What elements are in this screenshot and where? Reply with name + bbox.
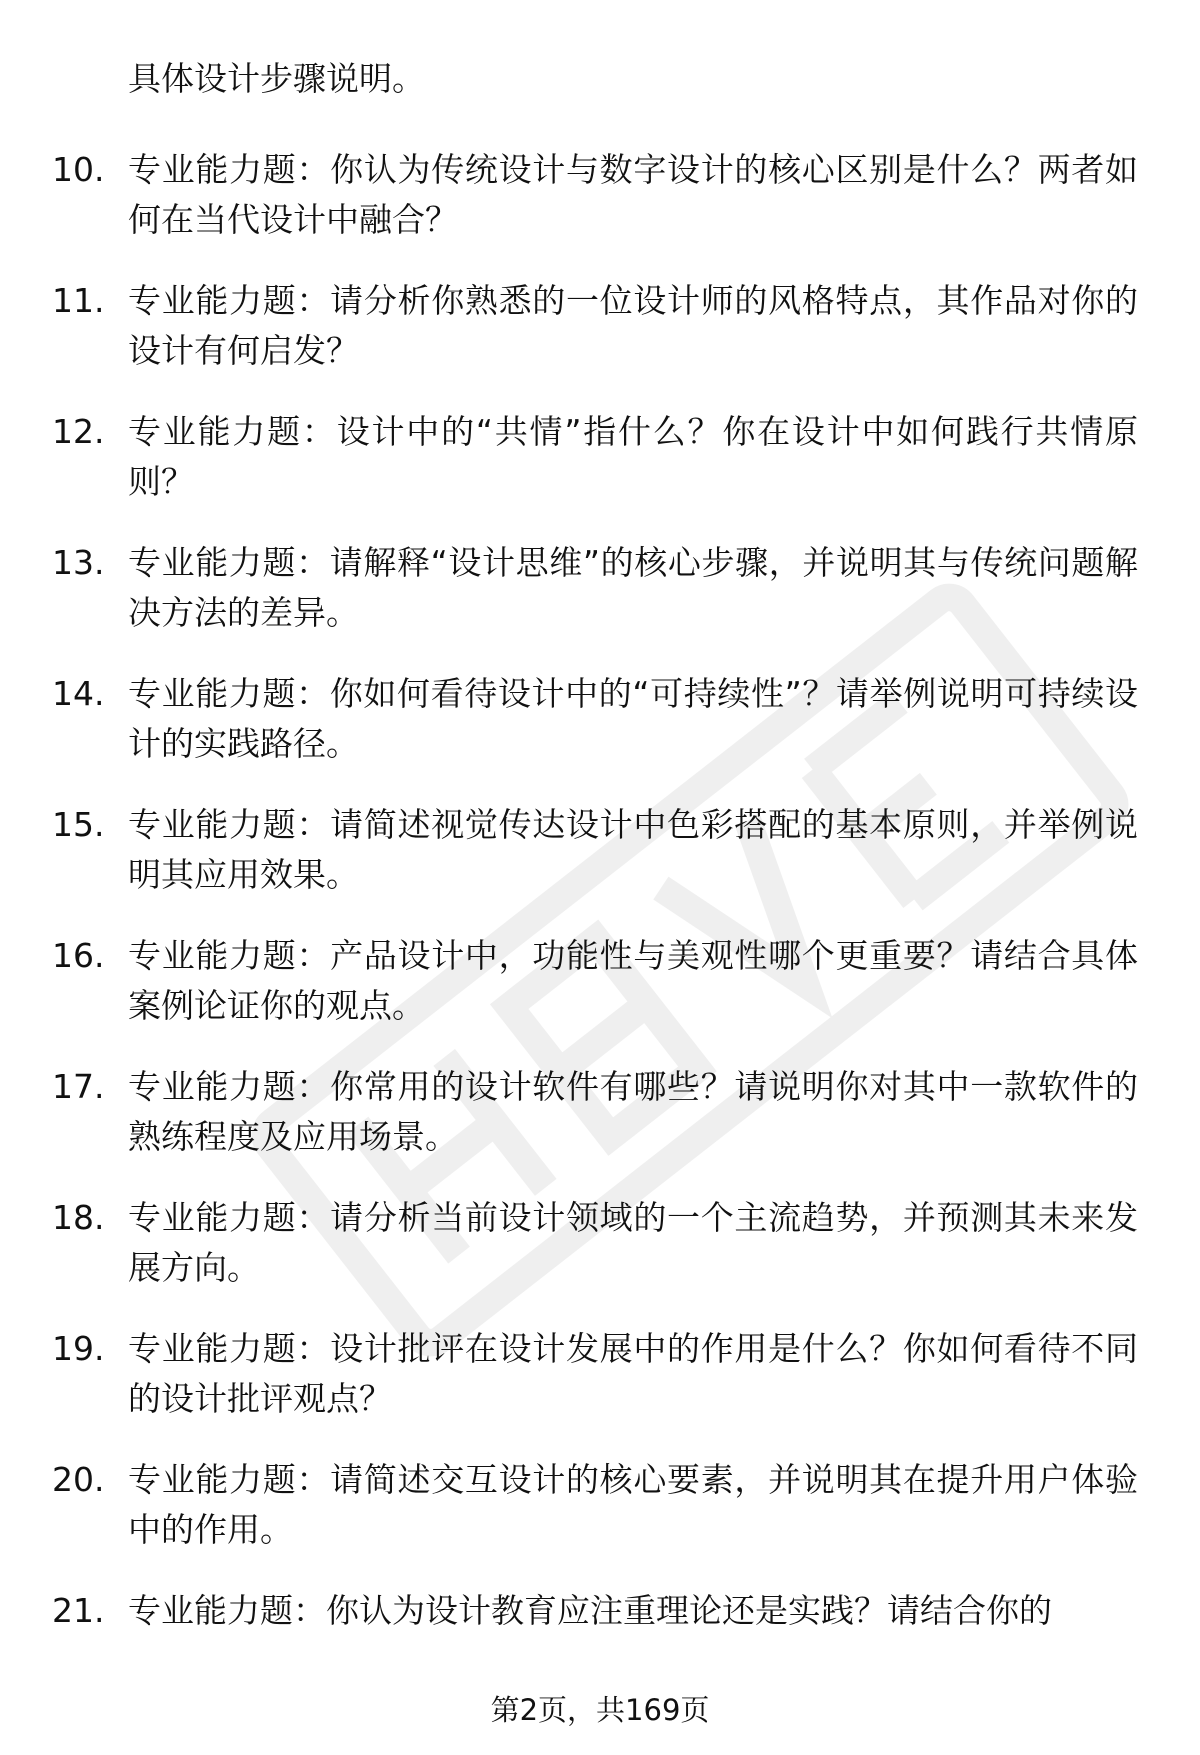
question-item xyxy=(0,800,1200,931)
question-item xyxy=(0,931,1200,1062)
question-text: 专业能力题：请分析当前设计领域的一个主流趋势，并预测其未来发展方向。 xyxy=(128,1198,1138,1287)
question-number: 11. xyxy=(52,281,105,320)
question-text: 专业能力题：请分析你熟悉的一位设计师的风格特点，其作品对你的设计有何启发？ xyxy=(128,281,1138,370)
question-item xyxy=(0,1455,1200,1586)
question-number: 17. xyxy=(52,1067,105,1106)
question-text: 专业能力题：设计批评在设计发展中的作用是什么？你如何看待不同的设计批评观点？ xyxy=(128,1329,1138,1418)
question-list xyxy=(0,145,1200,1717)
question-text: 专业能力题：你常用的设计软件有哪些？请说明你对其中一款软件的熟练程度及应用场景。 xyxy=(128,1067,1138,1156)
question-number: 15. xyxy=(52,805,105,844)
question-text: 专业能力题：请解释“设计思维”的核心步骤，并说明其与传统问题解决方法的差异。 xyxy=(128,543,1138,632)
question-item xyxy=(0,276,1200,407)
question-text: 专业能力题：你认为设计教育应注重理论还是实践？请结合你的 xyxy=(128,1591,1052,1630)
question-number: 13. xyxy=(52,543,105,582)
question-number: 21. xyxy=(52,1591,105,1630)
question-number: 18. xyxy=(52,1198,105,1237)
question-item xyxy=(0,669,1200,800)
question-number: 10. xyxy=(52,150,105,189)
question-number: 16. xyxy=(52,936,105,975)
question-item xyxy=(0,145,1200,276)
question-text: 专业能力题：你认为传统设计与数字设计的核心区别是什么？两者如何在当代设计中融合？ xyxy=(128,150,1138,239)
question-text: 专业能力题：请简述视觉传达设计中色彩搭配的基本原则，并举例说明其应用效果。 xyxy=(128,805,1138,894)
question-number: 20. xyxy=(52,1460,105,1499)
continued-text: 具体设计步骤说明。 xyxy=(128,59,425,98)
page-footer: 第2页，共169页 xyxy=(490,1693,710,1727)
question-item xyxy=(0,1193,1200,1324)
question-number: 14. xyxy=(52,674,105,713)
question-item xyxy=(0,538,1200,669)
question-text: 专业能力题：设计中的“共情”指什么？你在设计中如何践行共情原则？ xyxy=(128,412,1138,501)
question-item xyxy=(0,1324,1200,1455)
question-number: 12. xyxy=(52,412,105,451)
question-item xyxy=(0,407,1200,538)
question-item xyxy=(0,1062,1200,1193)
question-number: 19. xyxy=(52,1329,105,1368)
question-text: 专业能力题：你如何看待设计中的“可持续性”？请举例说明可持续设计的实践路径。 xyxy=(128,674,1138,763)
question-text: 专业能力题：产品设计中，功能性与美观性哪个更重要？请结合具体案例论证你的观点。 xyxy=(128,936,1138,1025)
question-text: 专业能力题：请简述交互设计的核心要素，并说明其在提升用户体验中的作用。 xyxy=(128,1460,1138,1549)
